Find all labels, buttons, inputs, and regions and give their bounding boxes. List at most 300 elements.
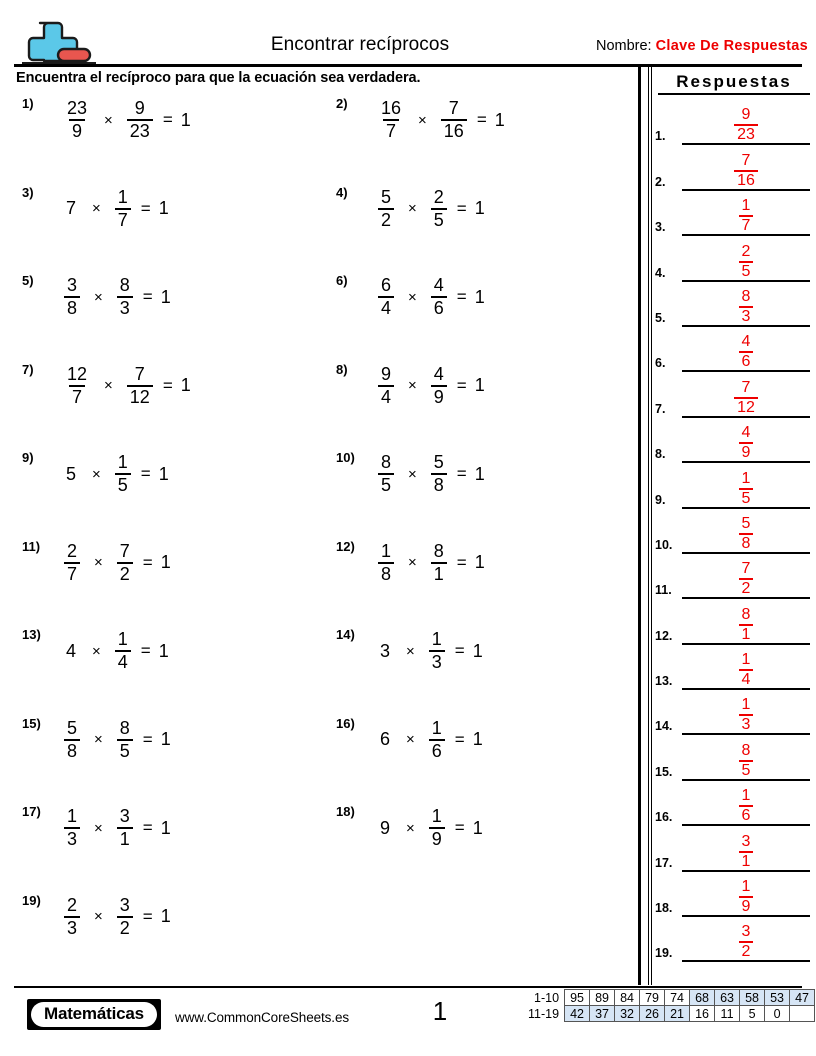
problem-number: 10) bbox=[336, 450, 355, 465]
answer-fraction bbox=[739, 561, 754, 597]
problem-number: 19) bbox=[22, 892, 41, 908]
fraction-numerator: 7 bbox=[741, 560, 751, 578]
multiply-operator: × bbox=[406, 642, 415, 660]
problem-expression bbox=[374, 181, 485, 237]
multiply-operator: × bbox=[94, 554, 103, 571]
multiply-operator: × bbox=[94, 819, 103, 837]
operand-fraction-left bbox=[64, 99, 90, 141]
score-cell-1-7: 63 bbox=[715, 990, 740, 1006]
operand-fraction-left bbox=[64, 542, 80, 584]
score-cell-1-10: 47 bbox=[790, 990, 815, 1006]
problem-expression bbox=[60, 800, 171, 856]
fraction-numerator: 3 bbox=[741, 923, 751, 941]
fraction-numerator: 2 bbox=[433, 186, 444, 207]
equals-operator: = bbox=[456, 375, 467, 395]
operand-fraction-right bbox=[429, 807, 445, 849]
fraction-denominator: 3 bbox=[64, 916, 80, 938]
answer-row-7 bbox=[652, 372, 816, 417]
multiply-operator: × bbox=[94, 908, 103, 925]
fraction-numerator: 3 bbox=[67, 275, 78, 296]
equals-operator: = bbox=[142, 729, 153, 749]
fraction-denominator: 3 bbox=[739, 306, 754, 325]
answer-list bbox=[652, 100, 816, 962]
fraction-numerator: 1 bbox=[431, 806, 442, 827]
answer-value bbox=[682, 334, 810, 370]
fraction-denominator: 5 bbox=[739, 760, 754, 779]
answer-number: 8. bbox=[655, 447, 666, 462]
score-table-grid bbox=[528, 989, 815, 1022]
fraction-numerator: 3 bbox=[741, 832, 751, 850]
fraction-numerator: 9 bbox=[134, 98, 145, 119]
fraction-denominator: 1 bbox=[117, 827, 133, 849]
fraction-denominator: 16 bbox=[441, 119, 467, 141]
operand-whole-left: 3 bbox=[380, 640, 391, 661]
fraction-numerator: 12 bbox=[67, 363, 88, 384]
answer-fraction bbox=[739, 516, 754, 552]
fraction-denominator: 4 bbox=[378, 385, 394, 407]
answer-value bbox=[682, 788, 810, 824]
operand-fraction-right bbox=[431, 365, 447, 407]
fraction-denominator: 7 bbox=[383, 119, 399, 141]
problem-expression bbox=[60, 623, 169, 679]
score-cell-2-6: 16 bbox=[690, 1006, 715, 1022]
score-cell-2-9: 0 bbox=[765, 1006, 790, 1022]
problem-result: 1 bbox=[160, 906, 171, 926]
problem-result: 1 bbox=[474, 375, 485, 395]
fraction-numerator: 3 bbox=[119, 894, 130, 915]
problem-number: 17) bbox=[22, 804, 41, 819]
fraction-numerator: 4 bbox=[433, 363, 444, 384]
fraction-denominator: 3 bbox=[739, 714, 754, 733]
answer-row-17 bbox=[652, 826, 816, 871]
score-cell-2-4: 26 bbox=[640, 1006, 665, 1022]
answer-number: 15. bbox=[655, 764, 673, 779]
operand-fraction-left bbox=[378, 188, 394, 230]
multiply-operator: × bbox=[418, 111, 427, 129]
fraction-denominator: 4 bbox=[739, 669, 754, 688]
answer-number: 3. bbox=[655, 220, 666, 235]
answer-value bbox=[682, 198, 810, 234]
problem-expression bbox=[60, 358, 191, 414]
fraction-numerator: 8 bbox=[381, 452, 392, 473]
problem-expression bbox=[374, 446, 485, 502]
score-cell-2-1: 42 bbox=[565, 1006, 590, 1022]
problem-result: 1 bbox=[160, 552, 171, 572]
fraction-denominator: 23 bbox=[734, 124, 758, 143]
fraction-denominator: 2 bbox=[739, 941, 754, 960]
operand-fraction-right bbox=[431, 542, 447, 584]
answer-value bbox=[682, 607, 810, 643]
answer-value bbox=[682, 107, 810, 143]
answer-row-4 bbox=[652, 236, 816, 281]
fraction-denominator: 9 bbox=[431, 385, 447, 407]
fraction-numerator: 1 bbox=[117, 629, 128, 650]
page-header bbox=[0, 0, 816, 64]
operand-whole-left: 6 bbox=[380, 729, 391, 749]
operand-whole-left: 7 bbox=[66, 198, 77, 218]
fraction-numerator: 1 bbox=[741, 696, 751, 714]
fraction-denominator: 5 bbox=[378, 473, 394, 495]
answer-row-6 bbox=[652, 327, 816, 372]
equals-operator: = bbox=[142, 287, 153, 306]
problem-expression bbox=[60, 535, 171, 591]
fraction-denominator: 23 bbox=[127, 119, 153, 141]
page-number: 1 bbox=[432, 996, 448, 1026]
fraction-numerator: 1 bbox=[741, 651, 751, 669]
score-cell-2-3: 32 bbox=[615, 1006, 640, 1022]
fraction-numerator: 7 bbox=[741, 151, 751, 169]
fraction-numerator: 1 bbox=[741, 469, 751, 487]
answer-fraction bbox=[739, 244, 754, 280]
problem-result: 1 bbox=[472, 817, 483, 838]
operand-fraction-right bbox=[431, 276, 447, 318]
answer-fraction bbox=[739, 652, 754, 688]
answer-number: 11. bbox=[655, 583, 672, 598]
fraction-numerator: 8 bbox=[433, 540, 444, 561]
answer-number: 2. bbox=[655, 174, 666, 189]
score-cell-1-4: 79 bbox=[640, 990, 665, 1006]
plus-minus-logo-icon bbox=[14, 20, 98, 66]
operand-fraction-left bbox=[378, 365, 394, 407]
answer-row-12 bbox=[652, 599, 816, 644]
equals-operator: = bbox=[142, 552, 153, 572]
fraction-denominator: 7 bbox=[115, 208, 131, 230]
fraction-denominator: 12 bbox=[734, 397, 758, 416]
problem-number: 9) bbox=[22, 450, 34, 465]
fraction-numerator: 2 bbox=[67, 540, 78, 561]
problem-expression bbox=[374, 800, 483, 856]
answer-row-5 bbox=[652, 282, 816, 327]
problem-expression bbox=[60, 446, 169, 502]
problem-result: 1 bbox=[474, 463, 485, 484]
answer-row-19 bbox=[652, 917, 816, 962]
operand-fraction-right bbox=[115, 453, 131, 495]
fraction-denominator: 2 bbox=[739, 578, 754, 597]
multiply-operator: × bbox=[92, 465, 101, 483]
fraction-numerator: 4 bbox=[741, 333, 751, 351]
problem-expression bbox=[60, 712, 171, 768]
instructions-text: Encuentra el recíproco para que la ecuación sea verdadera. bbox=[16, 70, 421, 86]
problem-number: 3) bbox=[22, 184, 34, 200]
equals-operator: = bbox=[162, 110, 173, 129]
answer-fraction bbox=[739, 834, 754, 870]
answer-number: 4. bbox=[655, 265, 666, 280]
operand-fraction-left bbox=[64, 276, 80, 318]
fraction-numerator: 1 bbox=[741, 878, 751, 896]
answer-row-1 bbox=[652, 100, 816, 145]
problem-number: 16) bbox=[336, 715, 355, 731]
answer-value bbox=[682, 561, 810, 597]
answer-number: 6. bbox=[655, 356, 666, 371]
fraction-numerator: 8 bbox=[741, 287, 751, 305]
equals-operator: = bbox=[142, 906, 153, 926]
fraction-denominator: 8 bbox=[64, 739, 80, 761]
answer-blank-line bbox=[682, 960, 810, 962]
score-cell-2-5: 21 bbox=[665, 1006, 690, 1022]
fraction-denominator: 2 bbox=[378, 208, 394, 230]
operand-fraction-left bbox=[378, 276, 394, 318]
operand-fraction-right bbox=[429, 630, 445, 672]
problem-expression bbox=[60, 269, 171, 325]
operand-fraction-left bbox=[378, 453, 394, 495]
operand-fraction-left bbox=[378, 542, 394, 584]
fraction-numerator: 4 bbox=[433, 275, 444, 296]
fraction-denominator: 5 bbox=[739, 488, 754, 507]
fraction-denominator: 2 bbox=[117, 562, 133, 584]
answer-row-8 bbox=[652, 418, 816, 463]
fraction-numerator: 1 bbox=[431, 629, 442, 650]
fraction-denominator: 8 bbox=[378, 562, 394, 584]
fraction-numerator: 16 bbox=[381, 98, 402, 119]
answer-fraction bbox=[734, 153, 758, 189]
answer-value bbox=[682, 697, 810, 733]
problem-result: 1 bbox=[474, 198, 485, 218]
score-cell-1-5: 74 bbox=[665, 990, 690, 1006]
operand-fraction-left bbox=[64, 896, 80, 938]
multiply-operator: × bbox=[92, 200, 101, 217]
website-url: www.CommonCoreSheets.es bbox=[175, 1010, 350, 1025]
problem-number: 15) bbox=[22, 715, 41, 731]
problem-result: 1 bbox=[158, 198, 169, 218]
operand-fraction-right bbox=[441, 99, 467, 141]
fraction-numerator: 8 bbox=[119, 717, 130, 738]
fraction-numerator: 5 bbox=[741, 514, 751, 532]
score-cell-2-7: 11 bbox=[715, 1006, 740, 1022]
operand-fraction-right bbox=[117, 276, 133, 318]
fraction-numerator: 9 bbox=[381, 363, 392, 384]
problem-number: 1) bbox=[22, 96, 34, 111]
answer-number: 10. bbox=[655, 537, 673, 552]
score-row-1 bbox=[528, 990, 815, 1006]
problem-number: 8) bbox=[336, 361, 348, 377]
fraction-denominator: 1 bbox=[431, 562, 447, 584]
equals-operator: = bbox=[456, 287, 467, 306]
fraction-numerator: 3 bbox=[119, 806, 130, 827]
answer-value bbox=[682, 289, 810, 325]
fraction-numerator: 2 bbox=[741, 242, 751, 260]
multiply-operator: × bbox=[94, 288, 103, 306]
problem-result: 1 bbox=[472, 729, 483, 749]
fraction-denominator: 6 bbox=[739, 805, 754, 824]
multiply-operator: × bbox=[408, 377, 417, 394]
operand-fraction-left bbox=[64, 719, 80, 761]
answer-number: 13. bbox=[655, 674, 673, 689]
answer-number: 14. bbox=[655, 719, 673, 734]
problem-result: 1 bbox=[472, 640, 483, 661]
answer-row-2 bbox=[652, 145, 816, 190]
problem-result: 1 bbox=[494, 109, 505, 130]
answer-fraction bbox=[739, 743, 754, 779]
operand-fraction-right bbox=[429, 719, 445, 761]
name-field-block bbox=[596, 38, 808, 54]
answer-row-9 bbox=[652, 463, 816, 508]
answer-fraction bbox=[739, 607, 754, 643]
fraction-numerator: 1 bbox=[381, 540, 392, 561]
answer-value bbox=[682, 425, 810, 461]
equals-operator: = bbox=[162, 375, 173, 395]
fraction-numerator: 6 bbox=[381, 275, 392, 296]
problem-number: 2) bbox=[336, 96, 348, 111]
operand-fraction-left bbox=[64, 365, 90, 407]
answer-row-13 bbox=[652, 645, 816, 690]
name-value: Clave De Respuestas bbox=[655, 38, 808, 54]
problem-expression bbox=[374, 535, 485, 591]
operand-fraction-right bbox=[115, 630, 131, 672]
equals-operator: = bbox=[140, 641, 151, 660]
problem-result: 1 bbox=[160, 817, 171, 838]
problem-expression bbox=[374, 358, 485, 414]
answer-value bbox=[682, 380, 810, 416]
fraction-denominator: 5 bbox=[115, 473, 131, 495]
score-cell-1-3: 84 bbox=[615, 990, 640, 1006]
answer-number: 1. bbox=[655, 129, 666, 144]
answers-heading: Respuestas bbox=[658, 72, 810, 95]
problem-expression bbox=[60, 92, 191, 148]
operand-fraction-right bbox=[127, 99, 153, 141]
problem-number: 7) bbox=[22, 361, 34, 377]
equals-operator: = bbox=[140, 198, 151, 218]
fraction-numerator: 9 bbox=[741, 106, 751, 124]
answer-value bbox=[682, 516, 810, 552]
name-label: Nombre: bbox=[595, 38, 652, 54]
answer-number: 18. bbox=[655, 901, 673, 916]
problem-result: 1 bbox=[158, 640, 169, 661]
problem-result: 1 bbox=[180, 375, 191, 395]
answer-row-10 bbox=[652, 509, 816, 554]
fraction-denominator: 7 bbox=[739, 215, 754, 234]
fraction-numerator: 4 bbox=[741, 424, 751, 442]
answer-fraction bbox=[739, 788, 754, 824]
fraction-numerator: 8 bbox=[119, 275, 130, 296]
problem-number: 13) bbox=[22, 627, 41, 642]
fraction-denominator: 16 bbox=[734, 170, 758, 189]
fraction-denominator: 6 bbox=[431, 296, 447, 318]
operand-fraction-right bbox=[117, 719, 133, 761]
fraction-denominator: 3 bbox=[117, 296, 133, 318]
operand-fraction-right bbox=[431, 453, 447, 495]
fraction-numerator: 1 bbox=[117, 452, 128, 473]
problem-expression bbox=[374, 623, 483, 679]
fraction-numerator: 7 bbox=[134, 363, 145, 384]
fraction-denominator: 6 bbox=[429, 739, 445, 761]
fraction-denominator: 8 bbox=[431, 473, 447, 495]
answer-number: 7. bbox=[655, 401, 666, 416]
score-cell-2-10 bbox=[790, 1006, 815, 1022]
operand-fraction-right bbox=[431, 188, 447, 230]
fraction-denominator: 9 bbox=[429, 827, 445, 849]
score-cell-1-8: 58 bbox=[740, 990, 765, 1006]
fraction-numerator: 8 bbox=[741, 741, 751, 759]
problem-expression bbox=[60, 181, 169, 237]
answer-value bbox=[682, 743, 810, 779]
score-cell-1-6: 68 bbox=[690, 990, 715, 1006]
fraction-numerator: 1 bbox=[117, 186, 128, 207]
score-cell-1-1: 95 bbox=[565, 990, 590, 1006]
score-cell-1-9: 53 bbox=[765, 990, 790, 1006]
problem-number: 14) bbox=[336, 627, 355, 642]
problem-expression bbox=[374, 269, 485, 325]
multiply-operator: × bbox=[104, 377, 113, 394]
answer-fraction bbox=[739, 879, 754, 915]
answer-value bbox=[682, 924, 810, 960]
equals-operator: = bbox=[476, 110, 487, 129]
score-cell-1-2: 89 bbox=[590, 990, 615, 1006]
answer-fraction bbox=[734, 107, 758, 143]
problem-number: 5) bbox=[22, 273, 34, 288]
answer-fraction bbox=[739, 697, 754, 733]
fraction-denominator: 1 bbox=[739, 851, 754, 870]
multiply-operator: × bbox=[406, 819, 415, 837]
brand-label: Matemáticas bbox=[31, 1002, 157, 1027]
equals-operator: = bbox=[456, 464, 467, 483]
answer-fraction bbox=[739, 924, 754, 960]
multiply-operator: × bbox=[408, 288, 417, 306]
fraction-denominator: 9 bbox=[739, 442, 754, 461]
score-row-2 bbox=[528, 1006, 815, 1022]
fraction-denominator: 7 bbox=[69, 385, 85, 407]
fraction-numerator: 8 bbox=[741, 605, 751, 623]
answer-row-16 bbox=[652, 781, 816, 826]
problem-result: 1 bbox=[474, 552, 485, 572]
fraction-numerator: 5 bbox=[433, 452, 444, 473]
problem-result: 1 bbox=[160, 729, 171, 749]
answer-number: 12. bbox=[655, 628, 673, 643]
answer-row-15 bbox=[652, 735, 816, 780]
score-row-label: 1-10 bbox=[534, 990, 560, 1005]
fraction-denominator: 5 bbox=[739, 261, 754, 280]
footer-divider bbox=[14, 986, 802, 988]
equals-operator: = bbox=[454, 818, 465, 837]
problem-result: 1 bbox=[158, 463, 169, 484]
multiply-operator: × bbox=[406, 731, 415, 748]
operand-whole-left: 5 bbox=[66, 463, 77, 484]
answer-value bbox=[682, 244, 810, 280]
fraction-numerator: 1 bbox=[741, 787, 751, 805]
problem-number: 4) bbox=[336, 184, 348, 200]
fraction-numerator: 1 bbox=[741, 197, 751, 215]
multiply-operator: × bbox=[408, 200, 417, 217]
fraction-denominator: 12 bbox=[127, 385, 153, 407]
fraction-denominator: 7 bbox=[64, 562, 80, 584]
problem-number: 11) bbox=[22, 538, 41, 554]
fraction-denominator: 8 bbox=[64, 296, 80, 318]
fraction-numerator: 5 bbox=[67, 717, 78, 738]
fraction-denominator: 8 bbox=[739, 533, 754, 552]
column-divider-thick bbox=[638, 67, 641, 985]
problem-result: 1 bbox=[160, 286, 171, 307]
problem-expression bbox=[374, 712, 483, 768]
operand-fraction-left bbox=[64, 807, 80, 849]
answer-row-14 bbox=[652, 690, 816, 735]
multiply-operator: × bbox=[104, 111, 113, 129]
operand-fraction-right bbox=[127, 365, 153, 407]
problems-area bbox=[0, 96, 638, 976]
column-divider-thin-left bbox=[648, 67, 649, 985]
header-divider bbox=[14, 64, 802, 67]
fraction-denominator: 4 bbox=[378, 296, 394, 318]
operand-fraction-right bbox=[117, 542, 133, 584]
multiply-operator: × bbox=[94, 731, 103, 748]
fraction-denominator: 3 bbox=[429, 650, 445, 672]
operand-fraction-right bbox=[117, 896, 133, 938]
equals-operator: = bbox=[140, 464, 151, 483]
fraction-numerator: 1 bbox=[431, 717, 442, 738]
problem-result: 1 bbox=[474, 286, 485, 307]
score-cell-2-2: 37 bbox=[590, 1006, 615, 1022]
answer-value bbox=[682, 834, 810, 870]
answer-number: 5. bbox=[655, 310, 666, 325]
answer-value bbox=[682, 153, 810, 189]
